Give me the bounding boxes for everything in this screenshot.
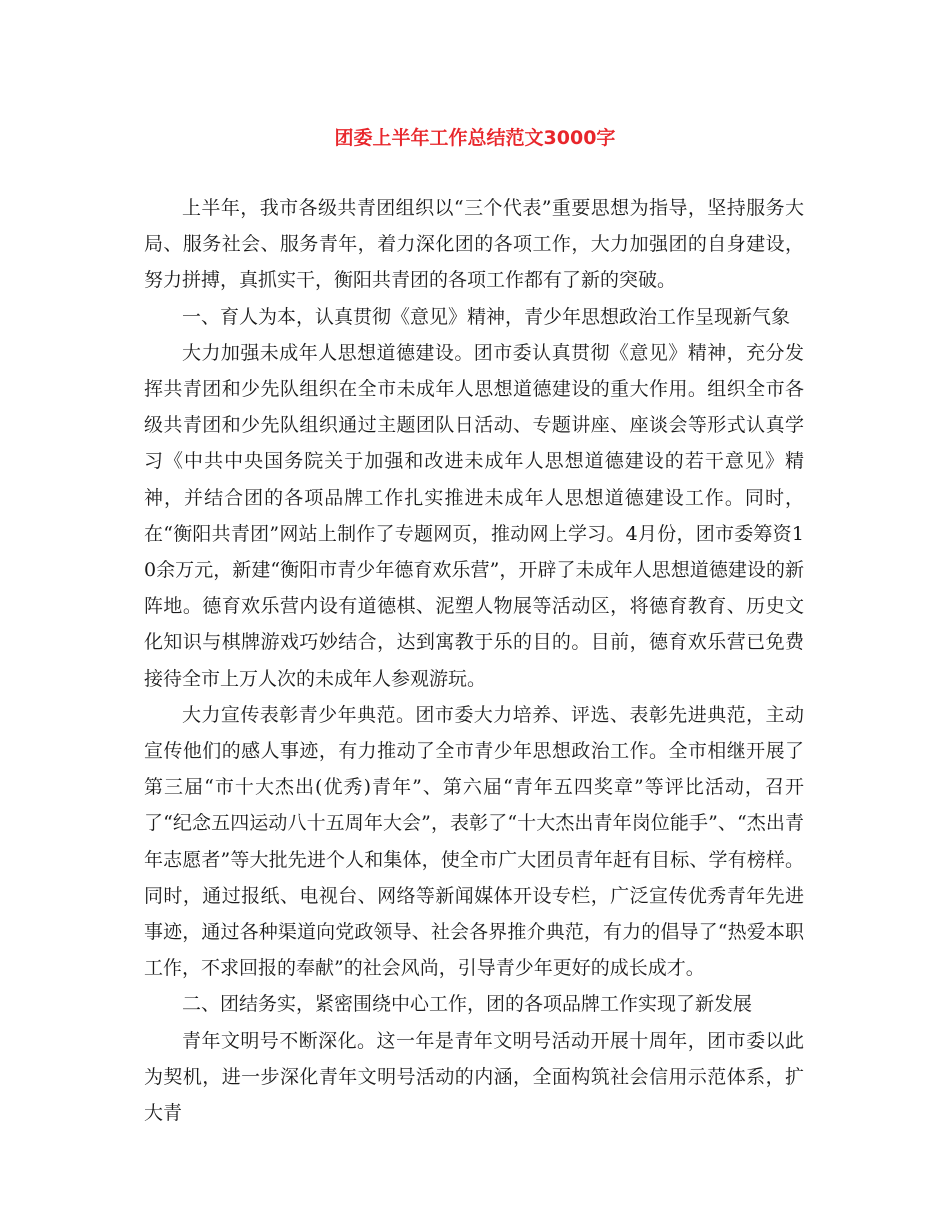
document-title: 团委上半年工作总结范文3000字 <box>334 127 616 149</box>
paragraph-moral-education: 大力加强未成年人思想道德建设。团市委认真贯彻《意见》精神，充分发挥共青团和少先队组织在全市未成年人思想道德建设的重大作用。组织全市各级共青团和少先队组织通过主题团队日活动、专题讲座、座谈会等形式认真学习《中共中央国务院关于加强和改进未成年人思想道德建设的若干意见》精神，并结合团的各项品牌工作扎实推进未成年人思想道德建设工作。同时，在“衡阳共青团”网站上制作了专题网页，推动网上学习。4月份，团市委筹资10余万元，新建“衡阳市青少年德育欢乐营”，开辟了未成年人思想道德建设的新阵地。德育欢乐营内设有道德棋、泥塑人物展等活动区，将德育教育、历史文化知识与棋牌游戏巧妙结合，达到寓教于乐的目的。目前，德育欢乐营已免费接待全市上万人次的未成年人参观游玩。 <box>144 341 804 690</box>
document-body <box>144 190 804 1131</box>
section-heading-2: 二、团结务实，紧密围绕中心工作，团的各项品牌工作实现了新发展 <box>182 993 753 1016</box>
paragraph-role-models: 大力宣传表彰青少年典范。团市委大力培养、评选、表彰先进典范，主动宣传他们的感人事迹，有力推动了全市青少年思想政治工作。全市相继开展了第三届“市十大杰出(优秀)青年”、第六届“青年五四奖章”等评比活动，召开了“纪念五四运动八十五周年大会”，表彰了“十大杰出青年岗位能手”、“杰出青年志愿者”等大批先进个人和集体，使全市广大团员青年赶有目标、学有榜样。同时，通过报纸、电视台、网络等新闻媒体开设专栏，广泛宣传优秀青年先进事迹，通过各种渠道向党政领导、社会各界推介典范，有力的倡导了“热爱本职工作，不求回报的奉献”的社会风尚，引导青少年更好的成长成才。 <box>144 703 804 980</box>
section-heading-1: 一、育人为本，认真贯彻《意见》精神，青少年思想政治工作呈现新气象 <box>182 305 791 328</box>
paragraph-intro: 上半年，我市各级共青团组织以“三个代表”重要思想为指导，坚持服务大局、服务社会、服务青年，着力深化团的各项工作，大力加强团的自身建设，努力拼搏，真抓实干，衡阳共青团的各项工作都有了新的突破。 <box>144 197 804 292</box>
paragraph-civilization-units: 青年文明号不断深化。这一年是青年文明号活动开展十周年，团市委以此为契机，进一步深化青年文明号活动的内涵，全面构筑社会信用示范体系，扩大青 <box>144 1029 804 1125</box>
